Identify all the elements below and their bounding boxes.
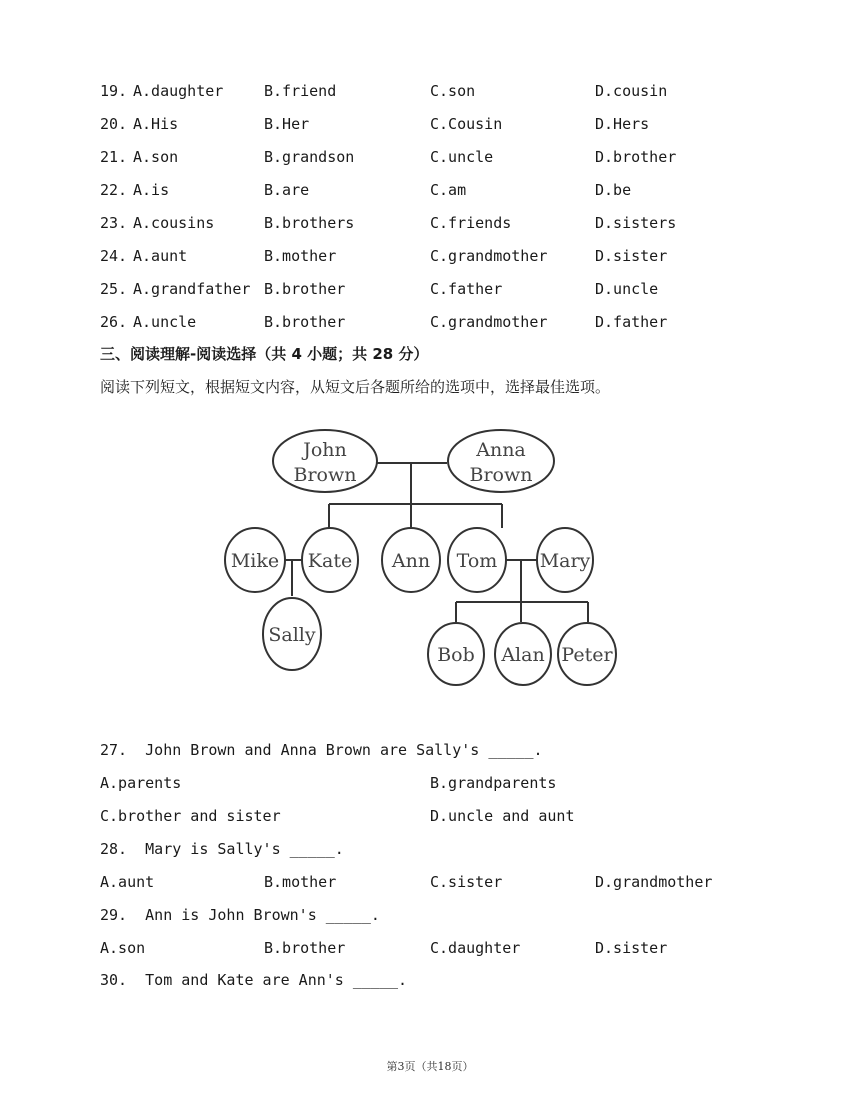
label-mike: Mike (230, 550, 280, 572)
option-c: C.father (430, 280, 503, 298)
choice-row-23 (0, 211, 860, 235)
option-b: B.brother (264, 313, 346, 331)
family-tree-diagram (215, 402, 635, 697)
label-tom: Tom (456, 550, 498, 572)
question-number: 24. (100, 247, 128, 265)
question-text: 29. Ann is John Brown's _____. (100, 906, 380, 924)
choice-row-25 (0, 277, 860, 301)
label-brown-2: Brown (469, 464, 533, 486)
option-b: B.grandparents (430, 774, 557, 792)
option-a: A.son (100, 939, 146, 957)
question-number: 23. (100, 214, 128, 232)
option-a: A.parents (100, 774, 182, 792)
question-text: 27. John Brown and Anna Brown are Sally's _____. (100, 741, 543, 759)
label-sally: Sally (268, 624, 316, 646)
option-b: B.mother (264, 247, 337, 265)
option-a: A.His (133, 115, 179, 133)
question-27-options-row-1 (0, 771, 860, 795)
option-b: B.mother (264, 873, 337, 891)
question-number: 19. (100, 82, 128, 100)
label-anna: Anna (476, 439, 526, 461)
option-d: D.Hers (595, 115, 650, 133)
question-29-options (0, 936, 860, 960)
page-footer: 第3页（共18页） (386, 1060, 474, 1073)
option-a: A.grandfather (133, 280, 251, 298)
label-john: John (303, 439, 347, 461)
option-c: C.son (430, 82, 476, 100)
question-number: 20. (100, 115, 128, 133)
label-brown-1: Brown (293, 464, 357, 486)
question-text: 28. Mary is Sally's _____. (100, 840, 344, 858)
option-d: D.cousin (595, 82, 668, 100)
choice-row-22 (0, 178, 860, 202)
option-c: C.brother and sister (100, 807, 281, 825)
option-c: C.uncle (430, 148, 494, 166)
option-d: D.sisters (595, 214, 677, 232)
option-a: A.cousins (133, 214, 215, 232)
question-27-stem (0, 738, 860, 762)
reading-instruction: 阅读下列短文，根据短文内容，从短文后各题所给的选项中，选择最佳选项。 (100, 378, 611, 396)
option-b: B.are (264, 181, 310, 199)
choice-row-21 (0, 145, 860, 169)
label-bob: Bob (437, 644, 475, 666)
option-d: D.uncle (595, 280, 659, 298)
choice-row-19 (0, 79, 860, 103)
choice-row-26 (0, 310, 860, 334)
label-peter: Peter (561, 644, 613, 666)
option-d: D.sister (595, 939, 668, 957)
section-title: 三、阅读理解-阅读选择（共 4 小题；共 28 分） (100, 345, 429, 363)
option-a: A.aunt (100, 873, 155, 891)
option-d: D.be (595, 181, 632, 199)
question-text: 30. Tom and Kate are Ann's _____. (100, 971, 408, 989)
question-30-stem (0, 968, 860, 992)
label-ann: Ann (391, 550, 431, 572)
question-number: 26. (100, 313, 128, 331)
option-c: C.Cousin (430, 115, 503, 133)
option-a: A.is (133, 181, 170, 199)
choice-row-24 (0, 244, 860, 268)
option-d: D.grandmother (595, 873, 713, 891)
option-a: A.uncle (133, 313, 197, 331)
option-c: C.sister (430, 873, 503, 891)
option-c: C.grandmother (430, 313, 548, 331)
option-d: D.sister (595, 247, 668, 265)
option-a: A.aunt (133, 247, 188, 265)
question-28-stem (0, 837, 860, 861)
option-d: D.brother (595, 148, 677, 166)
option-c: C.am (430, 181, 467, 199)
label-mary: Mary (539, 550, 591, 572)
option-c: C.friends (430, 214, 512, 232)
option-a: A.son (133, 148, 179, 166)
option-b: B.brother (264, 939, 346, 957)
question-number: 25. (100, 280, 128, 298)
question-number: 22. (100, 181, 128, 199)
option-b: B.Her (264, 115, 310, 133)
choice-row-20 (0, 112, 860, 136)
option-b: B.friend (264, 82, 337, 100)
option-d: D.uncle and aunt (430, 807, 575, 825)
label-kate: Kate (307, 550, 353, 572)
option-c: C.daughter (430, 939, 521, 957)
option-a: A.daughter (133, 82, 224, 100)
question-27-options-row-2 (0, 804, 860, 828)
option-d: D.father (595, 313, 668, 331)
question-number: 21. (100, 148, 128, 166)
option-b: B.brothers (264, 214, 355, 232)
label-alan: Alan (501, 644, 545, 666)
question-28-options (0, 870, 860, 894)
option-b: B.grandson (264, 148, 355, 166)
option-b: B.brother (264, 280, 346, 298)
option-c: C.grandmother (430, 247, 548, 265)
question-29-stem (0, 903, 860, 927)
